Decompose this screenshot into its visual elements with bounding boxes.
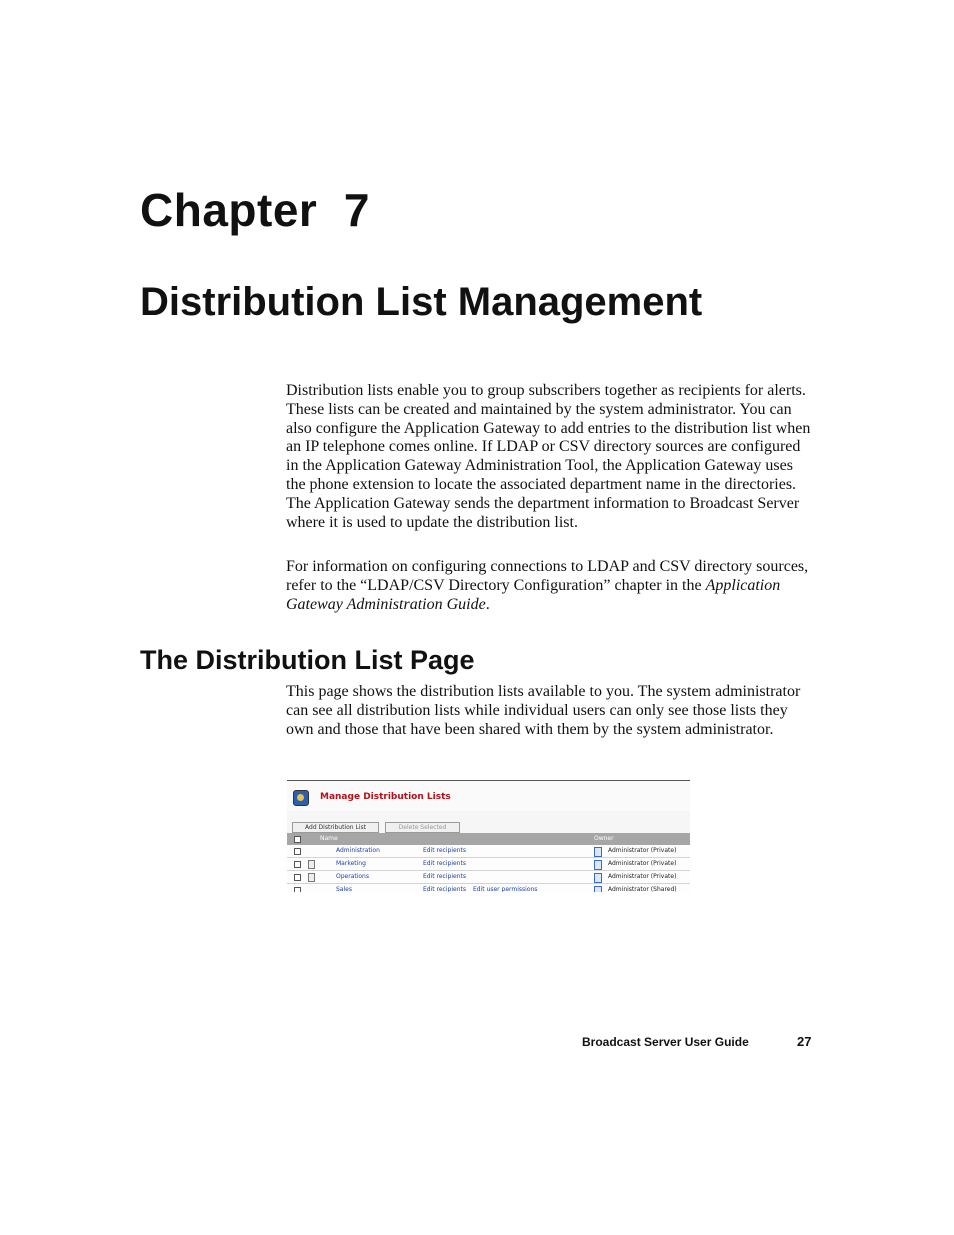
edit-recipients-link[interactable]: Edit recipients (423, 847, 466, 854)
globe-icon (293, 790, 309, 806)
row-checkbox[interactable] (294, 874, 301, 881)
chapter-label: Chapter 7 (140, 184, 370, 236)
chapter-title: Distribution List Management (140, 280, 703, 324)
table-header-row (287, 833, 690, 845)
owner-column-header[interactable]: Owner (594, 835, 614, 842)
row-checkbox[interactable] (294, 887, 301, 892)
reference-paragraph (286, 558, 816, 614)
list-name-link[interactable]: Sales (336, 886, 352, 892)
reference-end: . (485, 595, 490, 613)
list-name-link[interactable]: Operations (336, 873, 369, 880)
document-icon (308, 860, 315, 869)
distribution-list-table (287, 833, 690, 892)
page-number: 27 (797, 1034, 812, 1049)
name-column-header[interactable]: Name (320, 835, 338, 842)
footer-title: Broadcast Server User Guide (582, 1035, 749, 1049)
owner-icon (594, 860, 602, 870)
reference-text: For information on configuring connections to LDAP and CSV directory sources, refer to the “LDAP/CSV Directory Configuration” chapter in the (286, 558, 809, 594)
delete-selected-button[interactable]: Delete Selected (385, 822, 460, 833)
table-row (287, 884, 690, 892)
add-distribution-list-button[interactable]: Add Distribution List (292, 822, 379, 833)
section-title: The Distribution List Page (140, 645, 475, 675)
row-checkbox[interactable] (294, 848, 301, 855)
list-name-link[interactable]: Marketing (336, 860, 366, 867)
table-row (287, 858, 690, 871)
list-name-link[interactable]: Administration (336, 847, 380, 854)
manage-lists-screenshot (287, 780, 690, 892)
owner-label: Administrator (Private) (608, 847, 677, 854)
intro-paragraph: Distribution lists enable you to group subscribers together as recipients for alerts. These lists can be created and maintained by the system administrator. You can also configure the Application Gateway to add entries to the distribution list when an IP telephone comes online. If LDAP or CSV directory sources are configured in the Application Gateway Administration Tool, the Application Gateway uses the phone extension to locate the associated department name in the directories. The Application Gateway sends the department information to Broadcast Server where it is used to update the distribution list. (286, 382, 811, 531)
document-icon (308, 873, 315, 882)
owner-label: Administrator (Private) (608, 860, 677, 867)
guide-title: Application Gateway Administration Guide (286, 576, 781, 613)
table-row (287, 845, 690, 858)
owner-icon (594, 886, 602, 892)
owner-icon (594, 873, 602, 883)
table-row (287, 871, 690, 884)
owner-label: Administrator (Private) (608, 873, 677, 880)
edit-recipients-link[interactable]: Edit recipients (423, 873, 466, 880)
screenshot-header (287, 781, 690, 811)
edit-recipients-link[interactable]: Edit recipients (423, 860, 466, 867)
owner-icon (594, 847, 602, 857)
row-checkbox[interactable] (294, 861, 301, 868)
edit-recipients-link[interactable]: Edit recipients (423, 886, 466, 892)
screenshot-title: Manage Distribution Lists (320, 792, 451, 802)
owner-label: Administrator (Shared) (608, 886, 677, 892)
edit-permissions-link[interactable]: Edit user permissions (473, 886, 538, 892)
section-paragraph: This page shows the distribution lists available to you. The system administrator can see all distribution lists while individual users can only see those lists they own and those that have been shared with them by the system administrator. (286, 683, 801, 738)
select-all-checkbox[interactable] (294, 836, 301, 843)
